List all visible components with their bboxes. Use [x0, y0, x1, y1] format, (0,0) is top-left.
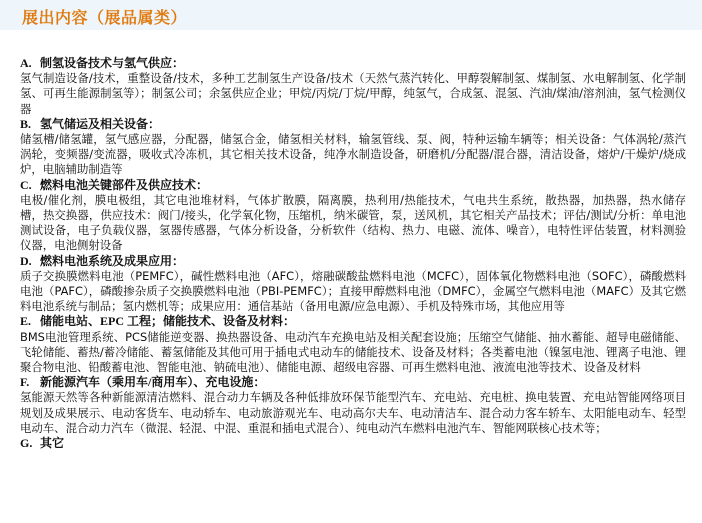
section-letter: D. [20, 253, 32, 268]
section-body: 储氢槽/储氢罐，氢气感应器，分配器，储氢合金，储氢相关材料，输氢管线、泵、阀，特种运输车辆等；相关设备：气体涡轮/蒸汽涡轮，变频器/变流器，吸收式冷冻机，其它相关技术设备，纯净水制造设备，研磨机/分配器/混合器，清洁设备，熔炉/干燥炉/烧成炉，电脑辅助制造等 [20, 132, 686, 177]
section-letter: B. [20, 116, 32, 131]
section-title: 储能电站、EPC 工程；储能技术、设备及材料： [40, 314, 296, 329]
section-title: 其它 [40, 436, 65, 451]
section-heading [20, 178, 686, 193]
section-body: 质子交换膜燃料电池（PEMFC），碱性燃料电池（AFC），熔融碳酸盐燃料电池（MCFC），固体氧化物燃料电池（SOFC），磷酸燃料电池（PAFC），磷酸掺杂质子交换膜燃料电池（PBI-PEMFC）；直接甲醇燃料电池（DMFC），金属空气燃料电池（MAFC）及其它燃料电池系统与制品；氢内燃机等；成果应用：通信基站（备用电源/应急电源）、手机及特殊市场，其他应用等 [20, 268, 686, 314]
section-letter: E. [20, 314, 32, 329]
exhibit-content [20, 56, 686, 451]
section-heading [20, 254, 686, 269]
section-f [20, 375, 686, 436]
section-heading [20, 375, 686, 390]
section-heading [20, 436, 686, 451]
section-body: 氢能源天然等各种新能源清洁燃料、混合动力车辆及各种低排放环保节能型汽车、充电站、充电桩、换电装置、充电站智能网络项目规划及成果展示、电动客货车、电动轿车、电动旅游观光车、电动高尔夫车、电动清洁车、混合动力客车轿车、太阳能电动车、轻型电动车、混合动力汽车（微混、轻混、中混、重混和插电式混合）、纯电动汽车燃料电池汽车、智能网联核心技术等； [20, 390, 686, 435]
section-title: 氢气储运及相关设备： [40, 116, 161, 131]
section-body: 氢气制造设备/技术，重整设备/技术，多种工艺制氢生产设备/技术（天然气蒸汽转化、甲醇裂解制氢、煤制氢、水电解制氢、化学制氢、可再生能源制氢等）；制氢公司；余氢供应企业；甲烷/丙烷/丁烷/甲醇，纯氢气，合成氢、混氢、汽油/煤油/溶剂油，氢气检测仪器 [20, 71, 686, 116]
section-header-bar [0, 0, 702, 30]
section-body: 电极/催化剂，膜电极组，其它电池堆材料，气体扩散膜，隔离膜，热利用/热能技术，气电共生系统，散热器，加热器，热水储存槽，热交换器，供应技术：阀门/接头，化学氧化物，压缩机，纳米碳管，泵，送风机，其它相关产品技术；评估/测试/分析：单电池测试设备，电子负载仪器，氢器传感器，气体分析设备，分析软件（结构、热力、电磁、流体、噪音），电特性评估装置，材料测验仪器，电池侧射设备 [20, 192, 686, 253]
section-c [20, 178, 686, 254]
section-title: 燃料电池关键部件及供应技术： [40, 177, 209, 192]
section-title: 新能源汽车（乘用车/商用车）、充电设施： [40, 375, 266, 390]
page-title: 展出内容（展品属类） [22, 8, 188, 27]
section-letter: F. [20, 375, 30, 390]
section-e [20, 314, 686, 375]
section-d [20, 254, 686, 315]
section-heading [20, 117, 686, 132]
section-body: BMS电池管理系统、PCS储能逆变器、换热器设备、电动汽车充换电站及相关配套设施；压缩空气储能、抽水蓄能、超导电磁储能、飞轮储能、蓄热/蓄冷储能、蓄氢储能及其他可用于插电式电动车的储能技术、设备及材料；各类蓄电池（镍氢电池、锂离子电池、锂聚合物电池、铅酸蓄电池、智能电池、钠硫电池）、储能电源、超级电容器、可再生燃料电池、液流电池等技术、设备及材料 [20, 329, 686, 375]
section-heading [20, 314, 686, 329]
section-g [20, 436, 686, 451]
section-a [20, 56, 686, 117]
section-b [20, 117, 686, 178]
section-title: 制氢设备技术与氢气供应： [40, 56, 185, 70]
section-letter: C. [20, 177, 32, 192]
section-letter: G. [20, 436, 33, 451]
section-title: 燃料电池系统及成果应用： [40, 253, 185, 268]
section-heading [20, 56, 686, 71]
section-letter: A. [20, 56, 32, 70]
